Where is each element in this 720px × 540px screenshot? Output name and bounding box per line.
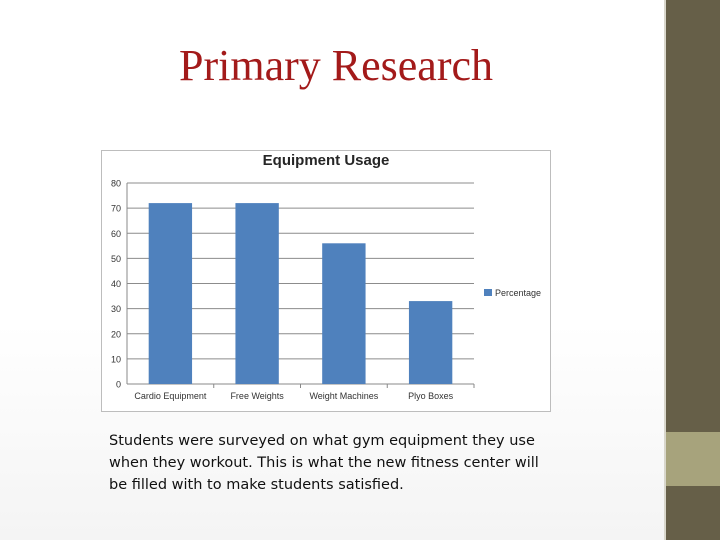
bar <box>322 243 365 384</box>
y-tick-label: 60 <box>110 228 121 239</box>
x-tick-label: Plyo Boxes <box>408 391 454 401</box>
bar <box>149 203 192 384</box>
y-tick-label: 50 <box>110 253 121 264</box>
y-tick-label: 10 <box>110 354 121 365</box>
slide-title: Primary Research <box>179 41 493 90</box>
y-tick-label: 20 <box>110 329 121 340</box>
x-tick-label: Free Weights <box>230 391 284 401</box>
legend-label: Percentage <box>495 288 542 298</box>
bar <box>409 301 452 384</box>
chart-title: Equipment Usage <box>262 152 390 169</box>
y-tick-label: 70 <box>110 203 121 214</box>
y-tick-label: 40 <box>110 279 121 289</box>
slide-caption: Students were surveyed on what gym equipment they use when they workout. This is what the new fitness center will be filled with to make students satisfied. <box>109 433 539 493</box>
x-tick-label: Cardio Equipment <box>134 391 207 401</box>
x-tick-label: Weight Machines <box>309 391 379 401</box>
sidebar-accent-light <box>666 432 720 486</box>
bar <box>235 203 278 384</box>
y-tick-label: 0 <box>115 379 121 390</box>
legend-swatch <box>484 289 492 296</box>
y-tick-label: 80 <box>110 178 121 189</box>
y-tick-label: 30 <box>110 304 121 315</box>
chart <box>101 150 551 412</box>
